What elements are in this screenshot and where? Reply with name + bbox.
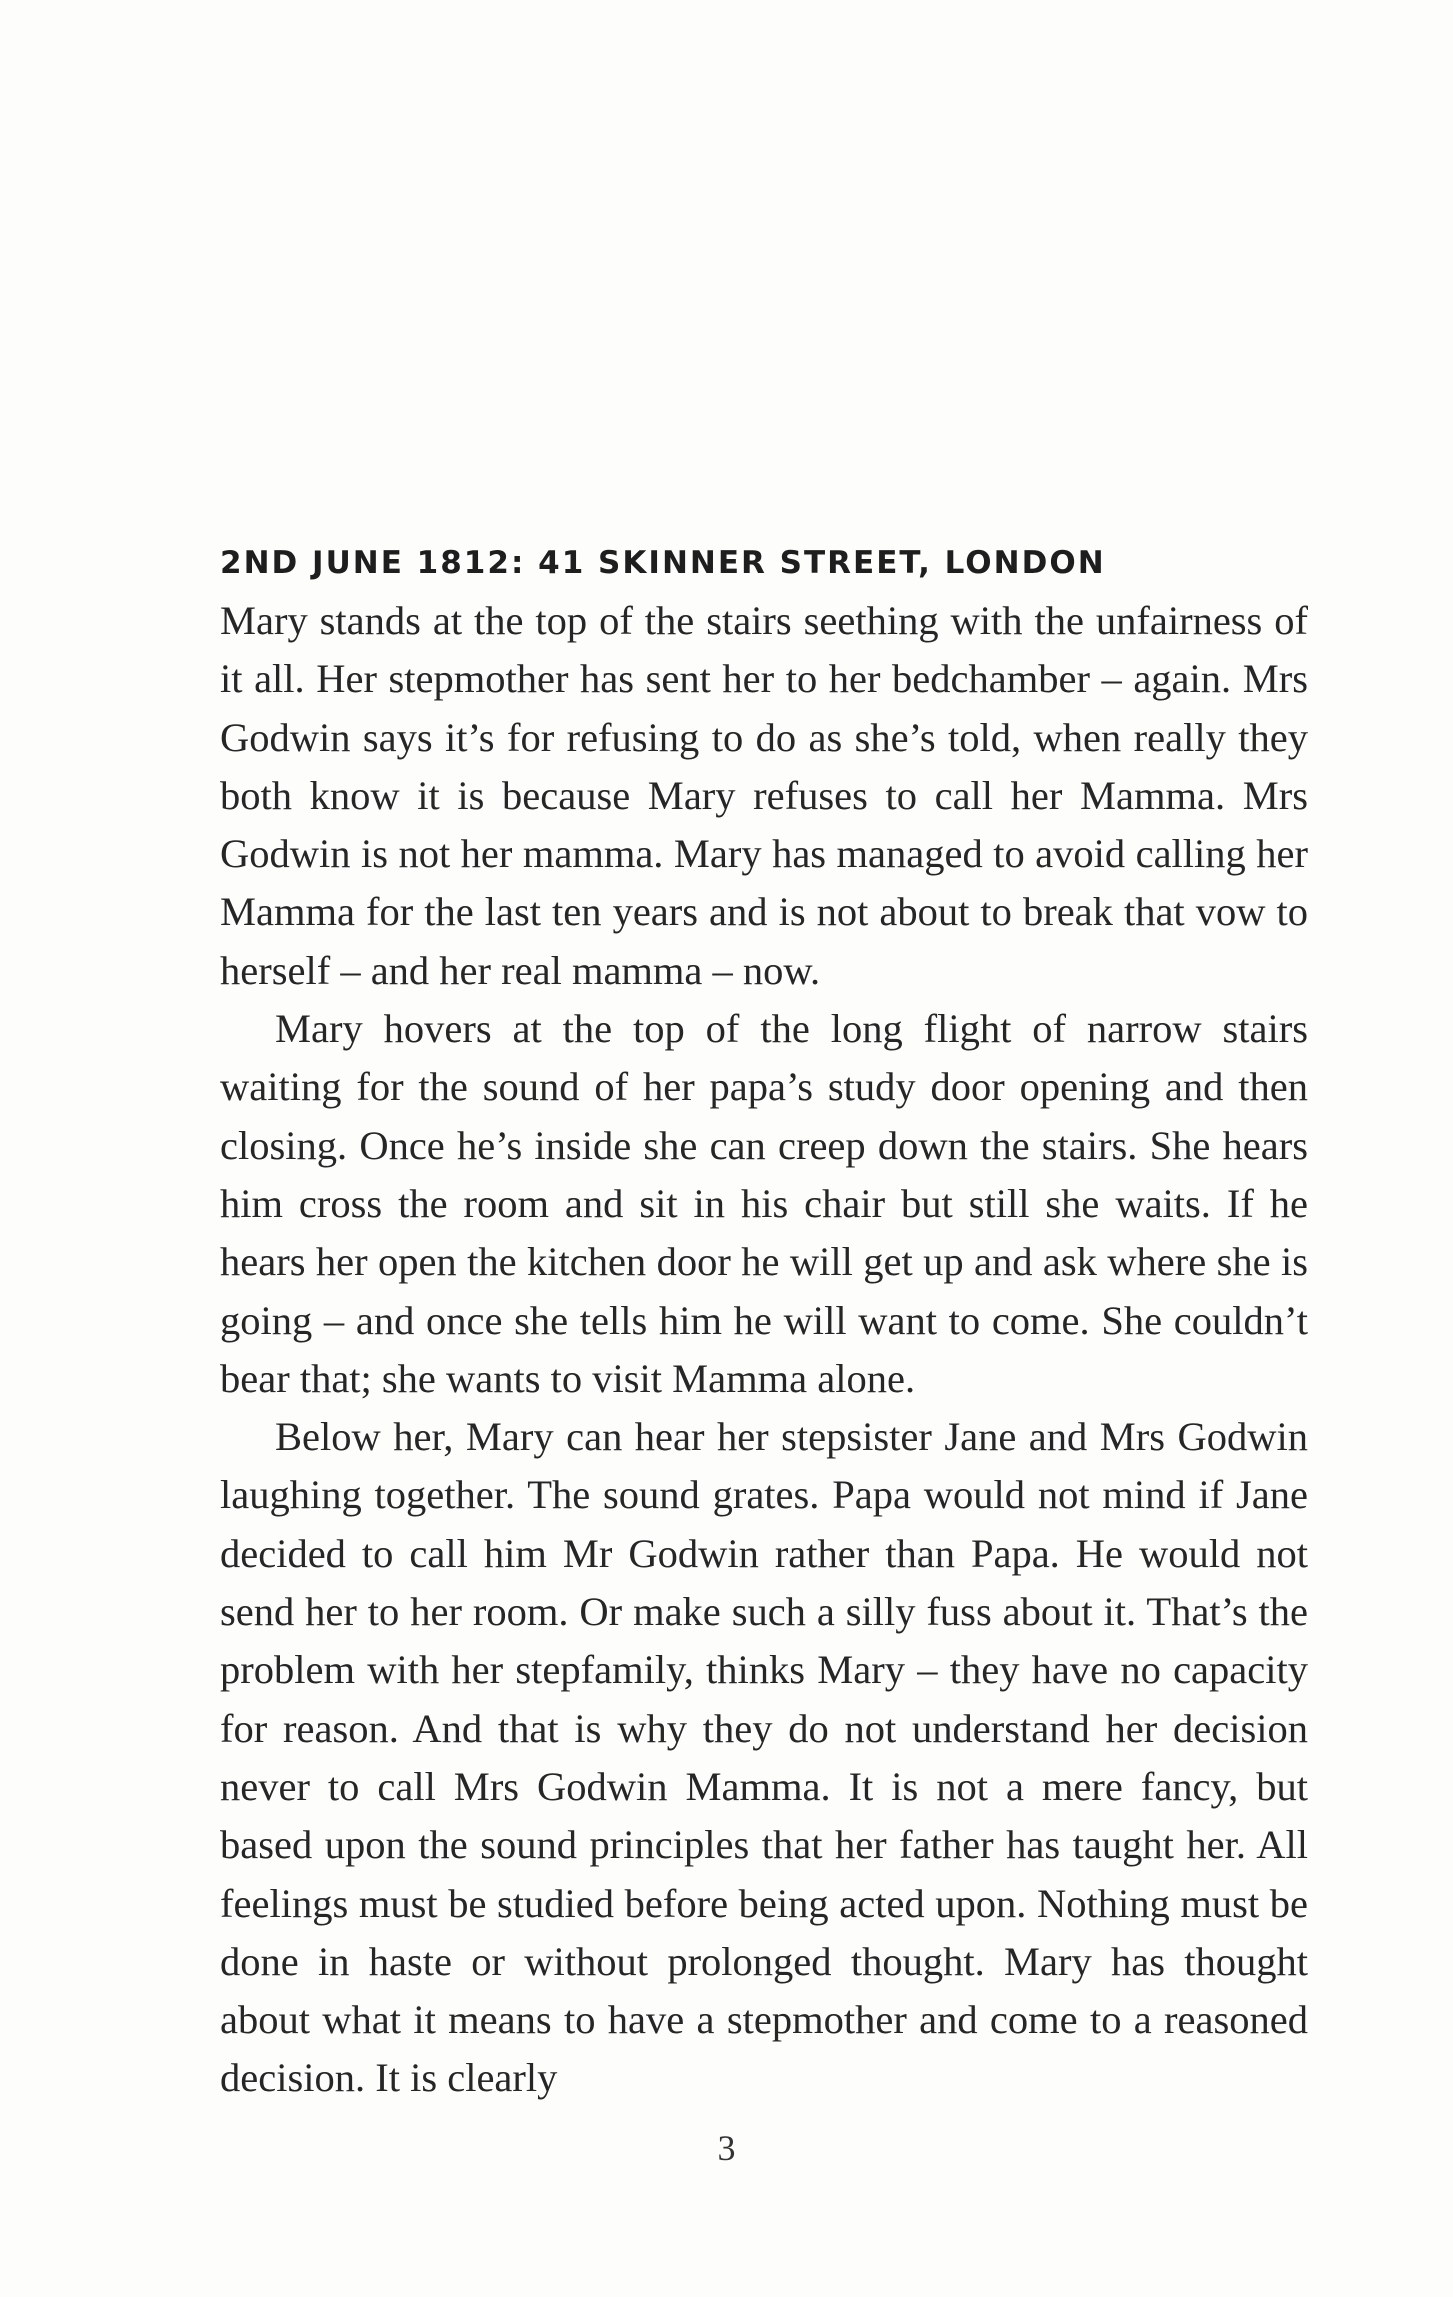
page-number: 3	[717, 2128, 736, 2168]
chapter-heading: 2ND JUNE 1812: 41 SKINNER STREET, LONDON	[220, 545, 1106, 581]
text-block	[220, 534, 1308, 2108]
paragraph-2: Mary hovers at the top of the long flight of narrow stairs waiting for the sound of her papa’s study door opening and then closing. Once he’s inside she can creep down the stairs. She hears him cross the room and sit in his chair but still she waits. If he hears her open the kitchen door he will get up and ask where she is going – and once she tells him he will want to come. She couldn’t bear that; she wants to visit Mamma alone.	[220, 1006, 1308, 1401]
paragraph-1: Mary stands at the top of the stairs seething with the unfairness of it all. Her stepmother has sent her to her bedchamber – again. Mrs Godwin says it’s for refusing to do as she’s told, when really they both know it is because Mary refuses to call her Mamma. Mrs Godwin is not her mamma. Mary has managed to avoid calling her Mamma for the last ten years and is not about to break that vow to herself – and her real mamma – now.	[220, 598, 1308, 993]
paragraph-3: Below her, Mary can hear her stepsister Jane and Mrs Godwin laughing together. The sound grates. Papa would not mind if Jane decided to call him Mr Godwin rather than Papa. He would not send her to her room. Or make such a silly fuss about it. That’s the problem with her stepfamily, thinks Mary – they have no capacity for reason. And that is why they do not understand her decision never to call Mrs Godwin Mamma. It is not a mere fancy, but based upon the sound principles that her father has taught her. All feelings must be studied before being acted upon. Nothing must be done in haste or without prolonged thought. Mary has thought about what it means to have a stepmother and come to a reasoned decision. It is clearly	[220, 1414, 1308, 2101]
